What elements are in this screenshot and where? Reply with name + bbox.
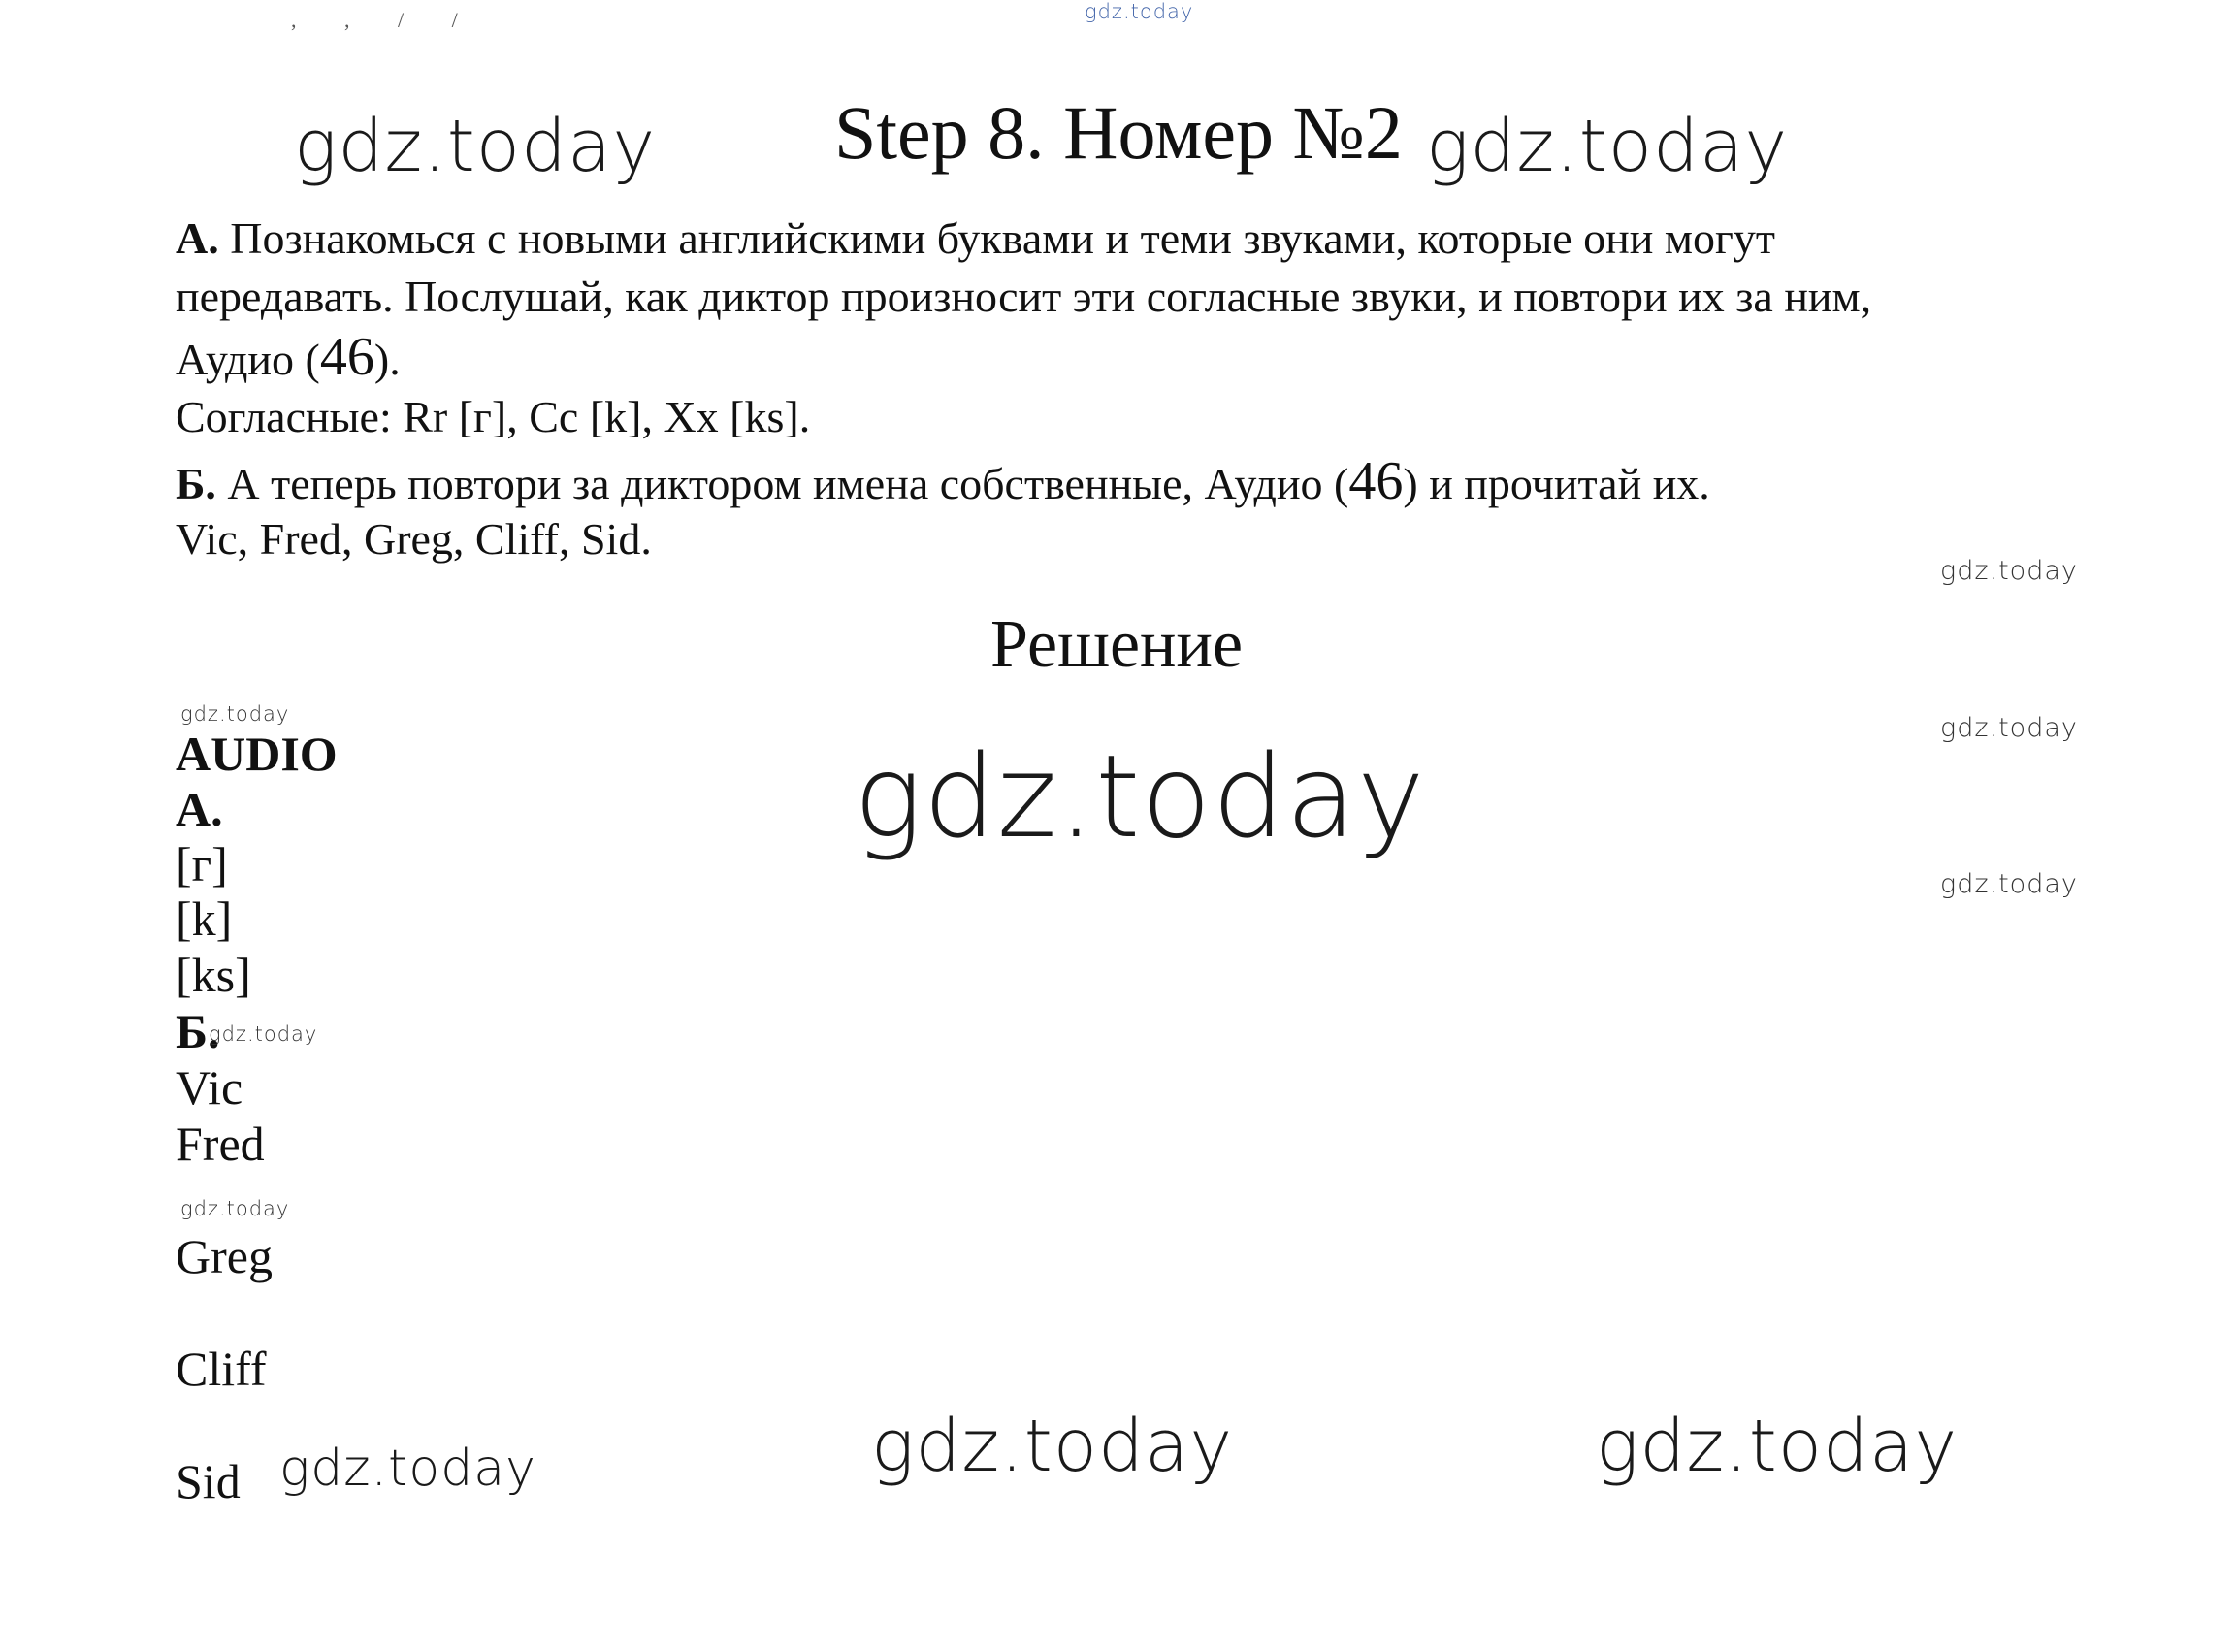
header-fragment: , , / / [291, 8, 479, 32]
task-a-text-1: Познакомься с новыми английскими буквами и теми звуками, которые они могут [230, 213, 1775, 263]
task-a-line-1 [176, 210, 1775, 268]
solution-name-3: Greg [176, 1229, 273, 1283]
solution-name-2: Fred [176, 1117, 265, 1171]
watermark-right-3: gdz.today [1940, 869, 2078, 899]
task-consonants: Согласные: Rr [г], Cc [k], Xx [ks]. [176, 392, 811, 441]
watermark-center-large: gdz.today [854, 729, 1426, 863]
task-a-text-3-prefix: Аудио ( [176, 335, 320, 384]
solution-name-4: Cliff [176, 1342, 267, 1396]
task-b-label: Б. [176, 459, 216, 508]
solution-sound-2: [k] [176, 891, 233, 946]
solution-sound-1: [г] [176, 837, 228, 891]
watermark-solution-b: gdz.today [209, 1022, 318, 1046]
solution-audio-label: AUDIO [176, 727, 338, 781]
task-a-text-3-suffix: ). [373, 335, 401, 384]
watermark-solution-names: gdz.today [180, 1197, 290, 1220]
watermark-title-left: gdz.today [294, 105, 657, 188]
task-b-text-prefix: А теперь повтори за диктором имена собственные, Аудио ( [227, 459, 1349, 508]
solution-a-label: А. [176, 782, 223, 836]
watermark-bottom-left: gdz.today [279, 1440, 536, 1498]
solution-name-1: Vic [176, 1060, 243, 1115]
solution-b-label: Б. [176, 1004, 220, 1058]
watermark-bottom-right: gdz.today [1596, 1405, 1959, 1488]
task-a-label: А. [176, 213, 219, 263]
watermark-right-1: gdz.today [1940, 556, 2078, 586]
solution-name-5: Sid [176, 1454, 241, 1508]
watermark-bottom-center: gdz.today [871, 1405, 1234, 1488]
watermark-top: gdz.today [1085, 0, 1194, 23]
task-b-line [176, 452, 1710, 513]
task-names-line: Vic, Fred, Greg, Cliff, Sid. [176, 514, 652, 564]
task-a-text-2: передавать. Послушай, как диктор произносит эти согласные звуки, и повтори их за ним, [176, 272, 1872, 321]
watermark-right-2: gdz.today [1940, 713, 2078, 743]
task-b-text-suffix: ) и прочитай их. [1403, 459, 1710, 508]
task-b-audio-number: 46 [1348, 451, 1404, 511]
page-title: Step 8. Номер №2 [834, 90, 1403, 175]
solution-sound-3: [ks] [176, 948, 251, 1002]
watermark-title-right: gdz.today [1426, 105, 1789, 188]
watermark-solution-left: gdz.today [180, 702, 290, 726]
task-a-audio-number: 46 [319, 327, 374, 387]
task-a-line-3 [176, 328, 401, 389]
solution-heading: Решение [990, 607, 1244, 682]
